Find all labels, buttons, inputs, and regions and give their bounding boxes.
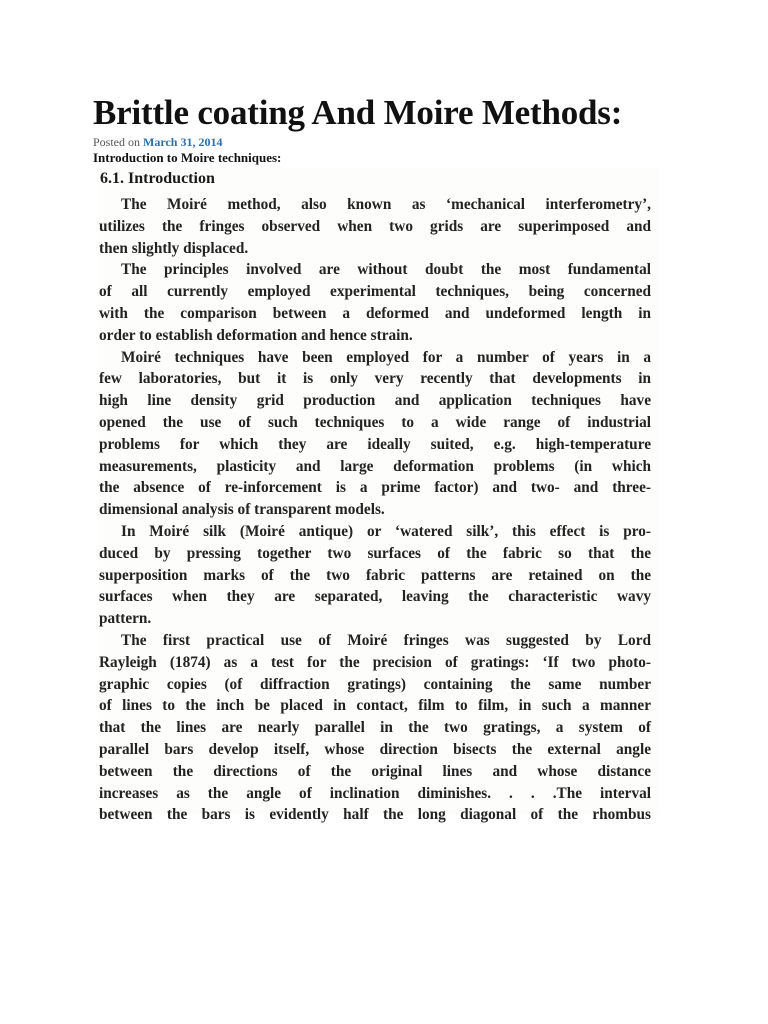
scan-text-line: high line density grid production and application techniques have [99, 392, 651, 410]
scan-text-line: utilizes the fringes observed when two grids are superimposed and [99, 217, 651, 235]
scan-text-line: The principles involved are without doubt the most fundamental [121, 261, 651, 279]
scan-text-line: The Moiré method, also known as ‘mechanical interferometry’, [121, 196, 651, 213]
scan-text-line: duced by pressing together two surfaces of the fabric so that the [99, 544, 651, 562]
scan-text-line: between the bars is evidently half the long diagonal of the rhombus [99, 806, 651, 824]
scan-text-line: problems for which they are ideally suited, e.g. high-temperature [99, 435, 651, 453]
scan-text-line: the absence of re-inforcement is a prime factor) and two- and three- [99, 479, 651, 497]
post-title: Brittle coating And Moire Methods: [93, 93, 623, 132]
intro-heading: Introduction to Moire techniques: [93, 150, 282, 165]
scan-text-line: of all currently employed experimental techniques, being concerned [99, 283, 651, 301]
scan-text-line: order to establish deformation and hence strain. [99, 326, 413, 344]
scan-text-line: surfaces when they are separated, leaving the characteristic wavy [99, 588, 651, 606]
scan-text-line: increases as the angle of inclination diminishes. . . .The interval [99, 784, 651, 802]
scan-text-line: superposition marks of the two fabric patterns are retained on the [99, 566, 651, 584]
scan-text-line: Rayleigh (1874) as a test for the precision of gratings: ‘If two photo- [99, 653, 651, 671]
scan-text-line: with the comparison between a deformed and undeformed length in [99, 305, 651, 322]
post-meta [93, 135, 222, 149]
scan-text-line: opened the use of such techniques to a wide range of industrial [99, 414, 651, 431]
scan-text-line: measurements, plasticity and large deformation problems (in which [99, 457, 651, 475]
post-date-link[interactable]: March 31, 2014 [143, 135, 223, 149]
scan-section-heading: 6.1. Introduction [100, 170, 215, 187]
scan-text-line: between the directions of the original lines and whose distance [99, 762, 651, 780]
scan-text-line: dimensional analysis of transparent models. [99, 501, 385, 519]
posted-on-label: Posted on [93, 135, 141, 149]
scan-text-line: pattern. [99, 610, 152, 628]
scan-text-line: The first practical use of Moiré fringes was suggested by Lord [121, 632, 651, 649]
scan-text-line: parallel bars develop itself, whose direction bisects the external angle [99, 741, 651, 758]
scan-text-line: then slightly displaced. [99, 239, 249, 257]
scan-text-line: that the lines are nearly parallel in the two gratings, a system of [99, 719, 651, 737]
scan-text-line: In Moiré silk (Moiré antique) or ‘watered silk’, this effect is pro- [121, 523, 651, 540]
scan-text-line: few laboratories, but it is only very recently that developments in [99, 370, 651, 388]
scanned-book-page-image [99, 168, 659, 824]
scan-text-line: of lines to the inch be placed in contact, film to film, in such a manner [99, 697, 651, 715]
scan-text-line: Moiré techniques have been employed for a number of years in a [121, 348, 651, 366]
scan-text-line: graphic copies (of diffraction gratings) containing the same number [99, 675, 651, 693]
